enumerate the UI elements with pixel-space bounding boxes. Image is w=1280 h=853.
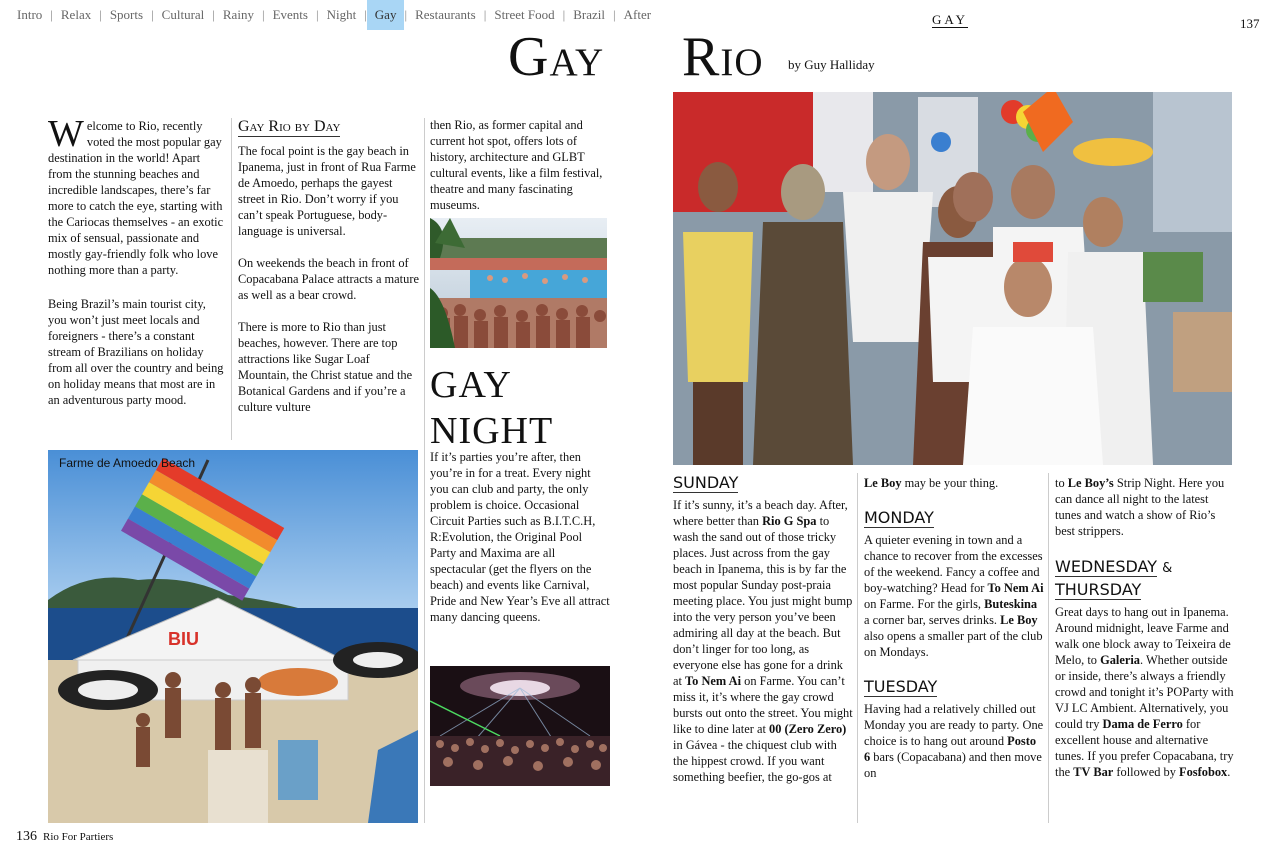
column-divider <box>857 473 858 823</box>
page-number-right: 137 <box>1240 16 1260 31</box>
nav-item-restaurants[interactable]: Restaurants <box>415 7 476 22</box>
nav-separator: | <box>50 7 53 22</box>
sunday-paragraph: If it’s sunny, it’s a beach day. After, where better than Rio G Spa to wash the sand out of those tricky places. Just across from the gay beach in Ipanema, this is by far the most popular Sunday post-praia meeting place. You just might bump into the very person you’ve been admiring all day at the beach. But don’t linger for too long, as everyone else has gone for a drink at To Nem Ai on Farme. You can’t miss it, it’s where the gay crowd bursts out onto the street. You might like to dine later at 00 (Zero Zero) in Gávea - the chiquest club with the hippest crowd. If you want something beefier, the go-gos at <box>673 498 853 784</box>
nav-item-after[interactable]: After <box>623 7 652 22</box>
intro-paragraph-2: Being Brazil’s main tourist city, you won’t just meet locals and foreigners - there’s a constant stream of Brazilians on holiday from all over the country and being on holiday means that most are in an adventurous party mood. <box>48 297 224 407</box>
tuesday-paragraph: Having had a relatively chilled out Monday you are ready to party. One choice is to hang out around Posto 6 bars (Copacabana) and then move on <box>864 702 1044 780</box>
running-head: GAY <box>932 12 968 27</box>
venue-zero-zero: 00 (Zero Zero) <box>769 722 847 736</box>
intro-column <box>48 113 226 408</box>
tuesday-heading: TUESDAY <box>864 677 938 696</box>
culture-column-text: then Rio, as former capital and current hot spot, offers lots of history, architecture and GLBT cultural events, like a film festival, theatre and many fascinating museums. <box>430 118 603 212</box>
strip-night-paragraph: to Le Boy’s Strip Night. Here you can dance all night to the latest tunes and watch a show of Rio’s best strippers. <box>1055 476 1225 538</box>
nav-separator: | <box>212 7 215 22</box>
sunday-heading: SUNDAY <box>673 473 739 492</box>
gay-night-paragraph: If it’s parties you’re after, then you’re in for a treat. Every night you can club and party, the only problem is choice. Occasional Circuit Parties such as B.I.T.C.H, R:Evolution, the Original Pool Party and Maxima are all spectacular (get the flyers on the beach) and events like Carnival, Pride and New Year’s Eve all attract many dancing queens. <box>430 450 610 624</box>
nav-item-cultural[interactable]: Cultural <box>161 7 205 22</box>
beach-flag-image <box>48 450 418 823</box>
headline-word-2: Rio <box>682 26 764 88</box>
gay-night-heading-2: NIGHT <box>430 410 554 452</box>
nav-separator: | <box>483 7 487 22</box>
le-boy-continued: Le Boy may be your thing. <box>864 476 999 490</box>
nav-separator: | <box>151 7 154 22</box>
nav-separator: | <box>315 7 319 22</box>
nav-item-street-food[interactable]: Street Food <box>494 7 555 22</box>
venue-to-nem-ai: To Nem Ai <box>685 674 742 688</box>
wednesday-thursday-column <box>1055 475 1235 780</box>
gay-rio-by-day-column <box>238 118 420 415</box>
farme-de-amoedo-beach-photo <box>48 450 418 823</box>
monday-heading: MONDAY <box>864 508 934 527</box>
club-photo <box>430 666 610 786</box>
pool-party-image <box>430 218 607 348</box>
wednesday-thursday-heading: WEDNESDAY & THURSDAY <box>1055 557 1173 599</box>
parade-photo <box>673 92 1232 465</box>
wednesday-thursday-paragraph: Great days to hang out in Ipanema. Around midnight, leave Farme and walk one block away to Teixeira de Melo, to Galeria. Whether outside or inside, there’s always a friendly crowd and tonight it’s POParty with VJ LC Ambient. Alternatively, you could try Dama de Ferro for excellent house and alternative tunes. If you prefer Copacabana, try the TV Bar followed by Fosfobox. <box>1055 605 1234 779</box>
page-number-left: 136 <box>16 829 37 844</box>
nav-separator: | <box>613 7 616 22</box>
nav-item-gay[interactable]: Gay <box>367 0 405 30</box>
intro-paragraph-1: Welcome to Rio, recently voted the most popular gay destination in the world! Apart from the stunning beaches and incredible landscapes, there’s far more to catch the eye, starting with the Cariocas themselves - an exotic mix of sensual, passionate and mostly gay-friendly folk who love nothing more than a party. <box>48 113 224 277</box>
byline: by Guy Halliday <box>788 57 875 72</box>
nav-item-relax[interactable]: Relax <box>60 7 92 22</box>
nav-item-intro[interactable]: Intro <box>17 7 43 22</box>
photo-caption: Farme de Amoedo Beach <box>59 456 196 470</box>
footer-title: Rio For Partiers <box>43 831 114 843</box>
gay-rio-by-day-heading: Gay Rio by Day <box>238 118 341 135</box>
page-footer <box>16 827 113 845</box>
club-dancefloor-image <box>430 666 610 786</box>
nav-separator: | <box>404 7 408 22</box>
nav-item-night[interactable]: Night <box>326 7 357 22</box>
nav-separator: | <box>99 7 102 22</box>
headline-word-1: Gay <box>508 26 605 88</box>
day-paragraph-1: The focal point is the gay beach in Ipanema, just in front of Rua Farme de Amoedo, perhaps the gayest street in Rio. Don’t worry if you can’t speak Portuguese, body-language is universal. <box>238 144 416 238</box>
sunday-column <box>673 473 853 785</box>
drop-cap: W <box>48 113 84 155</box>
nav-item-rainy[interactable]: Rainy <box>222 7 254 22</box>
pool-party-photo <box>430 218 607 348</box>
column-divider <box>424 118 425 823</box>
column-divider <box>231 118 232 440</box>
monday-paragraph: A quieter evening in town and a chance to recover from the excesses of the weekend. Fancy a coffee and boy-watching? Head for To Nem Ai on Farme. For the girls, Buteskina a corner bar, serves drinks. Le Boy also opens a smaller part of the club on Mondays. <box>864 533 1044 659</box>
venue-rio-g-spa: Rio G Spa <box>762 514 817 528</box>
nav-item-events[interactable]: Events <box>272 7 308 22</box>
nav-item-brazil[interactable]: Brazil <box>573 7 606 22</box>
tent-sign-text: BIU <box>168 629 199 649</box>
day-paragraph-3: There is more to Rio than just beaches, however. There are top attractions like Sugar Loaf Mountain, the Christ statue and the Botanical Gardens and if you’re a culture vulture <box>238 320 413 414</box>
pride-parade-image <box>673 92 1232 465</box>
nav-item-sports[interactable]: Sports <box>109 7 144 22</box>
monday-tuesday-column <box>864 475 1044 781</box>
nav-separator: | <box>364 7 367 22</box>
nav-separator: | <box>562 7 566 22</box>
column-divider <box>1048 473 1049 823</box>
day-paragraph-2: On weekends the beach in front of Copacabana Palace attracts a mature as well as a bear crowd. <box>238 256 419 302</box>
gay-night-heading-1: GAY <box>430 364 512 406</box>
nav-separator: | <box>261 7 265 22</box>
